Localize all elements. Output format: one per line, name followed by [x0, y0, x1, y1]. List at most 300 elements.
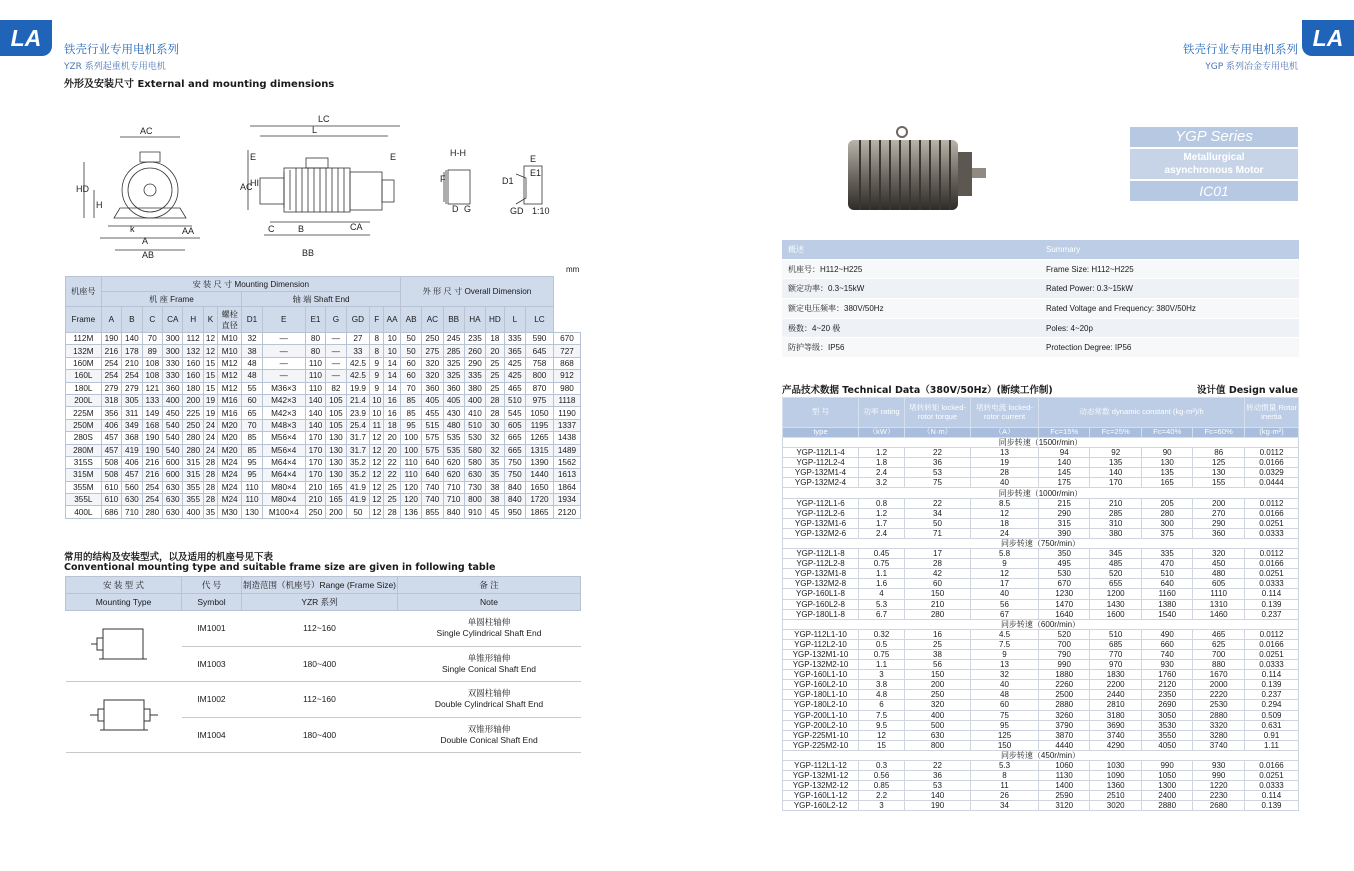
- table-cell: 700: [1039, 639, 1090, 649]
- right-series-title: 铁壳行业专用电机系列: [1183, 42, 1298, 56]
- table-cell: 190: [142, 432, 162, 444]
- table-cell: 140: [1090, 468, 1141, 478]
- table-cell: 0.0166: [1245, 508, 1299, 518]
- table-cell: 25: [486, 357, 505, 369]
- th-bolt: 螺栓: [221, 309, 238, 319]
- table-cell: 280: [142, 506, 162, 518]
- table-cell: 42.5: [346, 370, 370, 382]
- table-cell: 1720: [525, 494, 553, 506]
- table-cell: YGP-225M1-10: [783, 730, 859, 740]
- table-cell: 100: [400, 444, 421, 456]
- table-cell: 24: [203, 419, 217, 431]
- table-cell: 870: [525, 382, 553, 394]
- table-cell: 3740: [1090, 730, 1141, 740]
- label-d1: D1: [502, 176, 514, 186]
- table-cell: 1050: [525, 407, 553, 419]
- table-cell: YGP-112L2-10: [783, 639, 859, 649]
- table-cell: 457: [101, 432, 121, 444]
- table-cell: 3550: [1141, 730, 1192, 740]
- label-ac: AC: [140, 126, 153, 136]
- table-cell: 140: [305, 407, 325, 419]
- table-cell: 132M: [66, 345, 102, 357]
- table-cell: 250M: [66, 419, 102, 431]
- table-cell: 1220: [1193, 781, 1245, 791]
- table-cell: 515: [422, 419, 443, 431]
- table-cell: 22: [905, 498, 971, 508]
- table-cell: 2350: [1141, 690, 1192, 700]
- table-cell: 279: [101, 382, 121, 394]
- table-cell: 60: [400, 357, 421, 369]
- table-cell: 0.509: [1245, 710, 1299, 720]
- table-cell: 630: [163, 506, 183, 518]
- table-cell: 25: [486, 370, 505, 382]
- table-cell: 210: [1090, 498, 1141, 508]
- table-cell: M16: [218, 394, 242, 406]
- table-cell: 210: [122, 357, 142, 369]
- dimension-section-title: 外形及安装尺寸 External and mounting dimensions: [64, 79, 335, 90]
- note-en: Single Cylindrical Shaft End: [436, 628, 542, 639]
- table-cell: 12: [203, 333, 217, 345]
- table-cell: 0.0166: [1245, 761, 1299, 771]
- table-cell: 315: [183, 469, 203, 481]
- table-cell: 655: [1090, 579, 1141, 589]
- table-cell: YGP-112L1-4: [783, 448, 859, 458]
- table-cell: 12: [370, 444, 384, 456]
- table-cell: 28: [203, 469, 217, 481]
- table-cell: 0.8: [859, 498, 905, 508]
- table-cell: 630: [163, 481, 183, 493]
- table-cell: 31.7: [346, 444, 370, 456]
- summary-row: [782, 279, 1299, 299]
- table-cell: 140: [905, 791, 971, 801]
- th-range-en: YZR 系列: [242, 594, 398, 611]
- summary-en: Rated Voltage and Frequency: 380V/50Hz: [1046, 303, 1196, 313]
- speed-label: 同步转速（750r/min）: [783, 538, 1299, 548]
- table-row: [66, 481, 581, 493]
- table-cell: 465: [504, 382, 525, 394]
- table-row: [783, 508, 1299, 518]
- th-base: 机 座 Frame: [101, 292, 242, 307]
- table-cell: 1310: [1193, 599, 1245, 609]
- table-row: [66, 333, 581, 345]
- table-cell: 254: [122, 370, 142, 382]
- table-cell: 580: [464, 456, 485, 468]
- table-cell: 2680: [1193, 801, 1245, 811]
- table-cell: 3690: [1090, 720, 1141, 730]
- table-cell: 625: [1193, 639, 1245, 649]
- table-cell: 0.91: [1245, 730, 1299, 740]
- table-cell: 10: [370, 407, 384, 419]
- table-cell: M20: [218, 432, 242, 444]
- table-cell: —: [262, 333, 305, 345]
- speed-label: 同步转速（1500r/min）: [783, 438, 1299, 448]
- table-cell: 1390: [525, 456, 553, 468]
- table-cell: 1934: [553, 494, 580, 506]
- table-cell: 56: [971, 599, 1039, 609]
- badge-desc: [1130, 149, 1298, 179]
- table-cell: 2120: [553, 506, 580, 518]
- table-cell: 630: [122, 494, 142, 506]
- table-cell: 149: [142, 407, 162, 419]
- table-cell: YGP-132M1-8: [783, 569, 859, 579]
- table-cell: 1195: [525, 419, 553, 431]
- table-cell: 910: [464, 506, 485, 518]
- table-cell: 280: [1141, 508, 1192, 518]
- table-cell: 165: [326, 481, 346, 493]
- table-cell: 2000: [1193, 680, 1245, 690]
- label-e-right: E: [390, 152, 397, 162]
- table-cell: YGP-112L1-12: [783, 761, 859, 771]
- table-cell: 360: [443, 382, 464, 394]
- symbol-cell: IM1001: [182, 611, 242, 647]
- table-row: [66, 407, 581, 419]
- table-cell: 400L: [66, 506, 102, 518]
- table-cell: 25: [905, 639, 971, 649]
- table-cell: 254: [101, 370, 121, 382]
- badge-desc1: Metallurgical: [1183, 152, 1245, 163]
- summary-en: Poles: 4~20p: [1046, 323, 1093, 333]
- table-cell: 4: [859, 589, 905, 599]
- th-col-bb: BB: [443, 307, 464, 333]
- table-cell: 1110: [1193, 589, 1245, 599]
- table-cell: 19: [971, 458, 1039, 468]
- summary-header: [782, 240, 1299, 260]
- table-cell: 200: [183, 394, 203, 406]
- table-cell: 465: [1193, 629, 1245, 639]
- table-cell: 95: [400, 419, 421, 431]
- table-cell: M24: [218, 469, 242, 481]
- table-cell: 105: [326, 407, 346, 419]
- table-cell: 610: [101, 494, 121, 506]
- summary-cn: 额定功率：0.3~15kW: [788, 284, 865, 294]
- table-cell: 355: [183, 494, 203, 506]
- th-fc60: Fc=60%: [1193, 428, 1245, 438]
- table-cell: 108: [142, 370, 162, 382]
- table-cell: 345: [1090, 549, 1141, 559]
- table-cell: 70: [242, 419, 262, 431]
- summary-en: Rated Power: 0.3~15kW: [1046, 284, 1133, 294]
- summary-en: Protection Degree: IP56: [1046, 343, 1132, 353]
- th-col-e1: E1: [305, 307, 325, 333]
- table-cell: 840: [443, 506, 464, 518]
- table-cell: YGP-112L1-10: [783, 629, 859, 639]
- table-cell: 75: [905, 478, 971, 488]
- table-cell: 16: [384, 407, 401, 419]
- table-cell: 27: [346, 333, 370, 345]
- table-cell: 132: [183, 345, 203, 357]
- table-cell: 1.2: [859, 448, 905, 458]
- table-cell: 3050: [1141, 710, 1192, 720]
- table-cell: M12: [218, 357, 242, 369]
- table-cell: 160L: [66, 370, 102, 382]
- th-mounting: 安 装 尺 寸 Mounting Dimension: [101, 277, 400, 292]
- table-cell: 400: [905, 710, 971, 720]
- table-cell: YGP-132M2-4: [783, 478, 859, 488]
- table-cell: 13: [971, 660, 1039, 670]
- table-cell: —: [262, 357, 305, 369]
- table-cell: YGP-132M1-4: [783, 468, 859, 478]
- table-cell: 1670: [1193, 670, 1245, 680]
- th-col-g: G: [326, 307, 346, 333]
- table-cell: 17: [905, 549, 971, 559]
- table-cell: 1265: [525, 432, 553, 444]
- label-c: C: [268, 224, 275, 234]
- table-cell: 16: [384, 394, 401, 406]
- table-cell: 315: [183, 456, 203, 468]
- table-cell: 12: [370, 432, 384, 444]
- table-cell: 520: [1090, 569, 1141, 579]
- table-cell: —: [262, 345, 305, 357]
- table-cell: M80×4: [262, 481, 305, 493]
- table-cell: 45: [486, 506, 505, 518]
- table-cell: YGP-160L2-12: [783, 801, 859, 811]
- table-cell: 0.114: [1245, 589, 1299, 599]
- table-cell: YGP-160L2-8: [783, 599, 859, 609]
- table-cell: 800: [905, 740, 971, 750]
- table-cell: 758: [525, 357, 553, 369]
- summary-en: Frame Size: H112~H225: [1046, 264, 1134, 274]
- table-row: [783, 478, 1299, 488]
- th-note-en: Note: [398, 594, 581, 611]
- table-cell: 1160: [1141, 589, 1192, 599]
- table-cell: —: [326, 333, 346, 345]
- table-cell: YGP-112L2-4: [783, 458, 859, 468]
- table-cell: 335: [504, 333, 525, 345]
- table-cell: 1400: [1039, 781, 1090, 791]
- table-cell: 2220: [1193, 690, 1245, 700]
- table-cell: 280: [905, 609, 971, 619]
- table-cell: 16: [905, 629, 971, 639]
- table-cell: 180: [183, 382, 203, 394]
- speed-group-row: [783, 619, 1299, 629]
- table-cell: 410: [464, 407, 485, 419]
- table-cell: 250: [905, 690, 971, 700]
- table-cell: 24: [203, 444, 217, 456]
- table-cell: 2810: [1090, 700, 1141, 710]
- table-cell: 94: [1039, 448, 1090, 458]
- table-cell: 590: [525, 333, 553, 345]
- table-cell: YGP-112L2-8: [783, 559, 859, 569]
- table-cell: 1380: [1141, 599, 1192, 609]
- table-cell: 35: [486, 456, 505, 468]
- badge-code: IC01: [1130, 181, 1298, 201]
- right-series-subtitle: YGP 系列冶金专用电机: [1205, 62, 1298, 72]
- range-cell: 180~400: [242, 646, 398, 682]
- table-cell: 510: [504, 394, 525, 406]
- table-cell: 3530: [1141, 720, 1192, 730]
- table-cell: YGP-112L1-8: [783, 549, 859, 559]
- table-cell: 355L: [66, 494, 102, 506]
- table-cell: 32: [242, 333, 262, 345]
- table-cell: 285: [1090, 508, 1141, 518]
- table-row: [783, 589, 1299, 599]
- table-cell: 1760: [1141, 670, 1192, 680]
- table-row: [783, 680, 1299, 690]
- table-cell: 1440: [525, 469, 553, 481]
- table-cell: 790: [1039, 649, 1090, 659]
- table-cell: 2260: [1039, 680, 1090, 690]
- table-cell: 2120: [1141, 680, 1192, 690]
- speed-group-row: [783, 750, 1299, 760]
- table-cell: 315S: [66, 456, 102, 468]
- table-row: [783, 599, 1299, 609]
- label-b: B: [298, 224, 305, 234]
- summary-cn: 极数：4~20 极: [788, 323, 841, 333]
- table-cell: 380: [1090, 528, 1141, 538]
- table-cell: 275: [422, 345, 443, 357]
- table-cell: 4290: [1090, 740, 1141, 750]
- table-cell: 356: [101, 407, 121, 419]
- table-cell: YGP-200L2-10: [783, 720, 859, 730]
- table-cell: 0.0166: [1245, 639, 1299, 649]
- table-cell: 200: [326, 506, 346, 518]
- table-cell: M36×3: [262, 382, 305, 394]
- table-cell: 0.139: [1245, 801, 1299, 811]
- table-cell: 0.0112: [1245, 629, 1299, 639]
- table-cell: 0.0251: [1245, 649, 1299, 659]
- table-cell: 770: [1090, 649, 1141, 659]
- table-cell: 665: [504, 444, 525, 456]
- table-cell: 1190: [553, 407, 580, 419]
- th-col-ca: CA: [163, 307, 183, 333]
- speed-group-row: [783, 438, 1299, 448]
- table-cell: 95: [242, 469, 262, 481]
- table-cell: 200L: [66, 394, 102, 406]
- table-cell: 190: [905, 801, 971, 811]
- table-cell: 65: [242, 407, 262, 419]
- brand-logo-right: LA: [1302, 20, 1354, 56]
- table-cell: 685: [1090, 639, 1141, 649]
- table-cell: 32: [486, 432, 505, 444]
- table-cell: 1613: [553, 469, 580, 481]
- table-cell: 405: [443, 394, 464, 406]
- table-cell: M12: [218, 370, 242, 382]
- table-cell: 0.0333: [1245, 528, 1299, 538]
- table-row: [783, 609, 1299, 619]
- table-cell: 400: [464, 394, 485, 406]
- table-cell: 3: [859, 670, 905, 680]
- left-series-title: 铁壳行业专用电机系列: [64, 42, 179, 56]
- table-cell: 480: [443, 419, 464, 431]
- table-cell: 930: [1141, 660, 1192, 670]
- th-col-h: H: [183, 307, 203, 333]
- table-cell: 368: [122, 432, 142, 444]
- ygp-motor-photo: [838, 124, 988, 219]
- series-badge: [1130, 127, 1298, 201]
- table-row: [783, 518, 1299, 528]
- table-cell: 425: [504, 357, 525, 369]
- table-cell: YGP-160L1-8: [783, 589, 859, 599]
- table-cell: 140: [305, 419, 325, 431]
- table-cell: 3260: [1039, 710, 1090, 720]
- table-cell: 23.9: [346, 407, 370, 419]
- table-cell: M64×4: [262, 469, 305, 481]
- table-cell: 630: [905, 730, 971, 740]
- summary-header-cn: 概述: [788, 244, 804, 254]
- table-cell: 38: [486, 494, 505, 506]
- table-cell: 0.0251: [1245, 771, 1299, 781]
- table-row: [783, 528, 1299, 538]
- table-cell: 0.0112: [1245, 448, 1299, 458]
- table-cell: 130: [326, 456, 346, 468]
- table-cell: 457: [122, 469, 142, 481]
- table-cell: 85: [400, 394, 421, 406]
- table-cell: 279: [122, 382, 142, 394]
- table-cell: 34: [971, 801, 1039, 811]
- table-cell: YGP-132M2-12: [783, 781, 859, 791]
- th-bolt2: 直径: [221, 320, 238, 330]
- table-cell: 75: [971, 710, 1039, 720]
- table-cell: 0.5: [859, 639, 905, 649]
- table-cell: —: [326, 370, 346, 382]
- table-cell: 136: [400, 506, 421, 518]
- table-cell: 355M: [66, 481, 102, 493]
- table-cell: 0.237: [1245, 609, 1299, 619]
- table-cell: 12: [859, 730, 905, 740]
- table-cell: 21.4: [346, 394, 370, 406]
- table-cell: 12: [971, 508, 1039, 518]
- table-cell: 5.3: [971, 761, 1039, 771]
- table-cell: 740: [1141, 649, 1192, 659]
- table-cell: 325: [443, 370, 464, 382]
- table-cell: 9: [370, 382, 384, 394]
- table-cell: 89: [142, 345, 162, 357]
- table-row: [66, 432, 581, 444]
- th-col-l: L: [504, 307, 525, 333]
- table-cell: 95: [971, 720, 1039, 730]
- table-cell: 1.2: [859, 508, 905, 518]
- table-cell: 215: [1039, 498, 1090, 508]
- table-cell: YGP-160L2-10: [783, 680, 859, 690]
- label-taper: 1:10: [532, 206, 550, 216]
- table-cell: 470: [1141, 559, 1192, 569]
- table-cell: 85: [400, 407, 421, 419]
- table-cell: 9: [971, 559, 1039, 569]
- th-mt-en: Mounting Type: [66, 594, 182, 611]
- table-cell: YGP-132M1-10: [783, 649, 859, 659]
- table-row: [66, 370, 581, 382]
- table-cell: 60: [905, 579, 971, 589]
- table-cell: 40: [971, 680, 1039, 690]
- range-cell: 112~160: [242, 682, 398, 718]
- table-cell: 950: [504, 506, 525, 518]
- table-cell: M10: [218, 345, 242, 357]
- summary-cn: 额定电压频率：380V/50Hz: [788, 303, 884, 313]
- th-kw: （kW）: [859, 428, 905, 438]
- table-cell: 0.0329: [1245, 468, 1299, 478]
- table-cell: 175: [1039, 478, 1090, 488]
- table-cell: 15: [859, 740, 905, 750]
- table-cell: 510: [464, 419, 485, 431]
- table-cell: 0.3: [859, 761, 905, 771]
- note-cell: [398, 646, 581, 682]
- table-row: [66, 357, 581, 369]
- table-cell: 35.2: [346, 469, 370, 481]
- table-row: [66, 456, 581, 468]
- table-cell: 170: [305, 469, 325, 481]
- table-cell: 135: [1141, 468, 1192, 478]
- double-shaft-icon: [84, 694, 164, 738]
- table-cell: 540: [163, 444, 183, 456]
- table-cell: 285: [443, 345, 464, 357]
- table-cell: 145: [1039, 468, 1090, 478]
- th-col-gd: GD: [346, 307, 370, 333]
- table-cell: 40: [971, 589, 1039, 599]
- table-cell: 12: [971, 569, 1039, 579]
- th-col-hd: HD: [486, 307, 505, 333]
- table-cell: 155: [1193, 478, 1245, 488]
- table-cell: 560: [122, 481, 142, 493]
